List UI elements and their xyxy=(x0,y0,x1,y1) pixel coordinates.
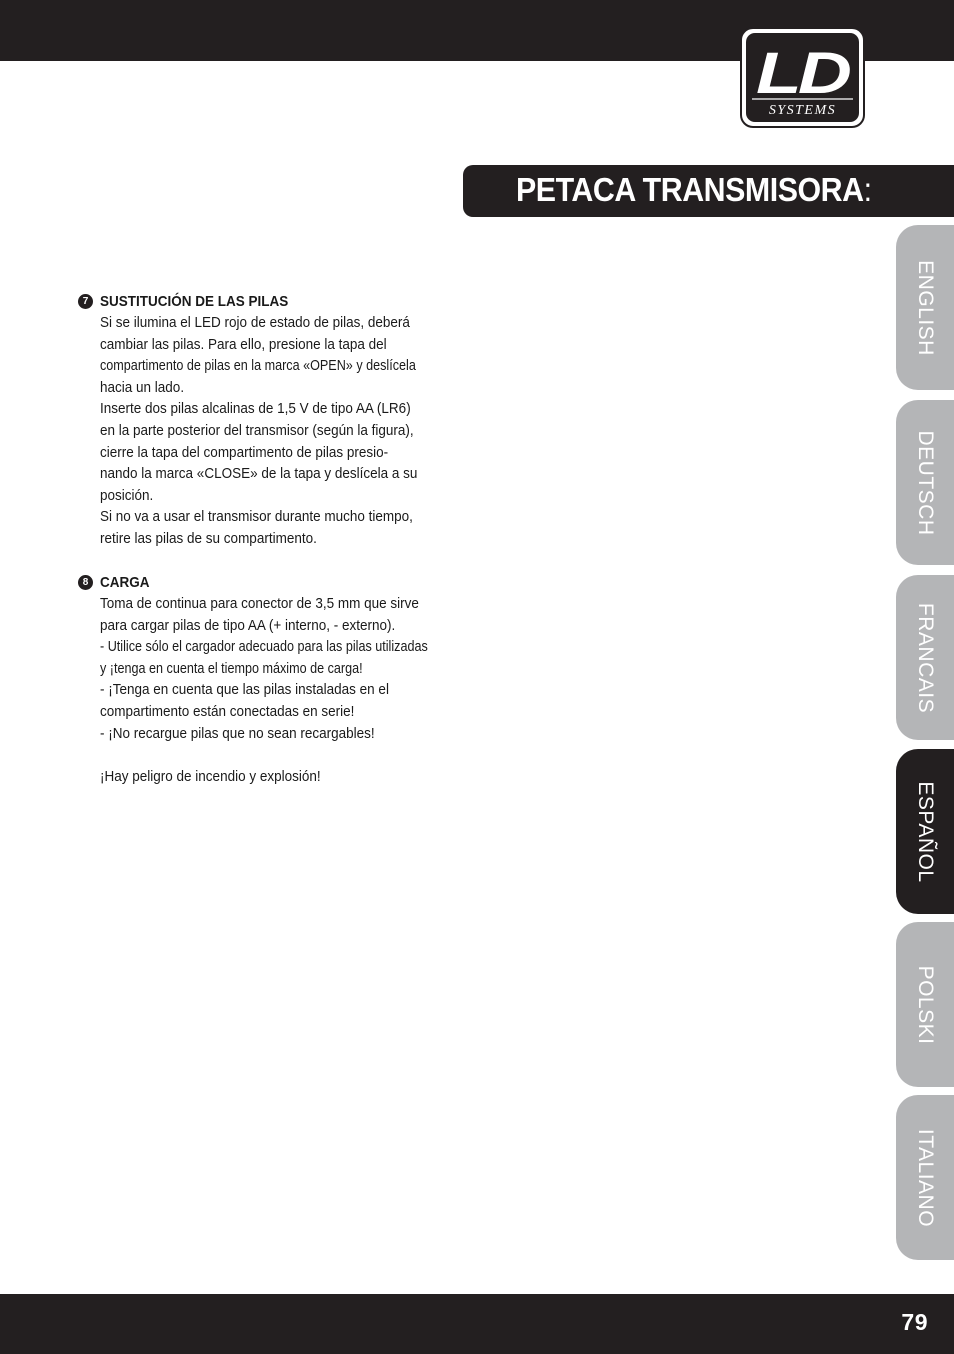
body-line: y ¡tenga en cuenta el tiempo máximo de carga! xyxy=(100,659,363,677)
section-number-badge: 8 xyxy=(78,575,93,590)
page-title: PETACA TRANSMISORA: xyxy=(516,171,872,208)
body-line: nando la marca «CLOSE» de la tapa y deslícela a su xyxy=(100,465,418,483)
body-line: Inserte dos pilas alcalinas de 1,5 V de tipo AA (LR6) xyxy=(100,400,411,418)
page-number: 79 xyxy=(901,1309,928,1335)
tab-francais[interactable] xyxy=(896,575,954,740)
body-line: - Utilice sólo el cargador adecuado para las pilas utilizadas xyxy=(100,638,428,656)
body-line: para cargar pilas de tipo AA (+ interno, - externo). xyxy=(100,616,396,634)
body-line: Si se ilumina el LED rojo de estado de pilas, deberá xyxy=(100,314,410,331)
body-line: cierre la tapa del compartimento de pilas presio- xyxy=(100,443,389,461)
tab-polski-label: POLSKI xyxy=(914,965,937,1044)
section-title: SUSTITUCIÓN DE LAS PILAS xyxy=(100,292,289,310)
body-line: - ¡Tenga en cuenta que las pilas instaladas en el xyxy=(100,681,389,699)
tab-espanol-label: ESPAÑOL xyxy=(914,780,937,883)
body-line: compartimento de pilas en la marca «OPEN» y deslícela xyxy=(100,357,416,375)
logo-letters: LD xyxy=(756,41,851,106)
section-battery-replacement xyxy=(78,290,478,550)
body-line: - ¡No recargue pilas que no sean recargables! xyxy=(100,724,375,742)
body-line: Si no va a usar el transmisor durante mucho tiempo, xyxy=(100,508,413,526)
body-line: en la parte posterior del transmisor (según la figura), xyxy=(100,421,414,439)
page-title-colon: : xyxy=(863,171,872,208)
ld-systems-logo xyxy=(740,27,865,128)
bottom-bar xyxy=(0,1294,954,1354)
body-line: compartimento están conectadas en serie! xyxy=(100,702,355,720)
title-banner xyxy=(463,165,954,217)
body-line: cambiar las pilas. Para ello, presione la tapa del xyxy=(100,335,387,353)
tab-english-label: ENGLISH xyxy=(914,259,937,356)
body-line: posición. xyxy=(100,486,154,504)
tab-francais-label: FRANCAIS xyxy=(914,602,937,713)
tab-deutsch[interactable] xyxy=(896,400,954,565)
body-line: ¡Hay peligro de incendio y explosión! xyxy=(100,767,321,785)
tab-italiano-label: ITALIANO xyxy=(914,1128,937,1227)
body-line: retire las pilas de su compartimento. xyxy=(100,529,317,547)
body-line: Toma de continua para conector de 3,5 mm que sirve xyxy=(100,595,419,612)
section-number-badge: 7 xyxy=(78,294,93,309)
tab-english[interactable] xyxy=(896,225,954,390)
logo-subtitle: SYSTEMS xyxy=(768,103,837,118)
section-charging xyxy=(78,571,478,787)
tab-italiano[interactable] xyxy=(896,1095,954,1260)
logo-graphic xyxy=(746,33,859,122)
body-line: hacia un lado. xyxy=(100,378,185,396)
tab-espanol[interactable] xyxy=(896,749,954,914)
tab-deutsch-label: DEUTSCH xyxy=(914,429,937,536)
blank-line xyxy=(100,744,440,766)
section-title: CARGA xyxy=(100,573,150,591)
tab-polski[interactable] xyxy=(896,922,954,1087)
